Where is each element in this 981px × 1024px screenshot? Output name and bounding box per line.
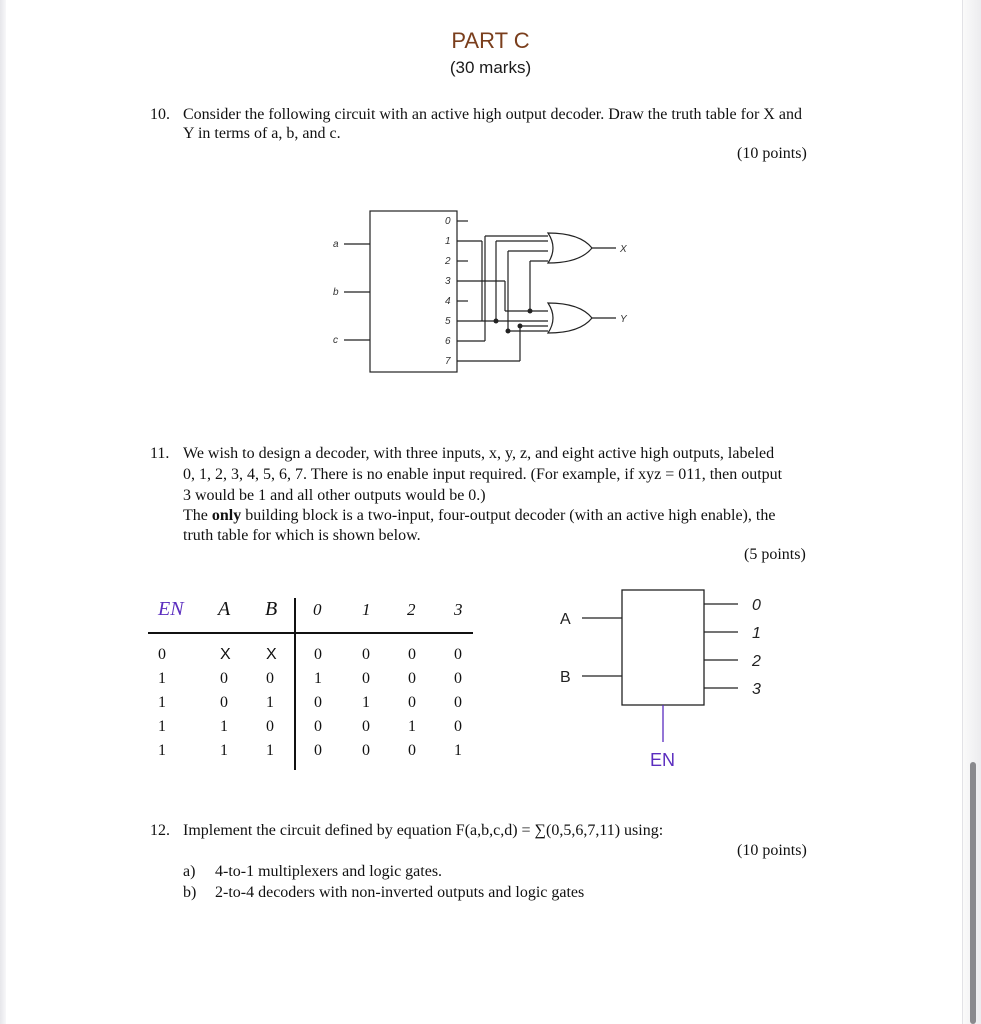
tt-header-en: EN: [158, 598, 184, 620]
decoder-output-3-label: 3: [752, 681, 761, 698]
output-1-label: 1: [445, 236, 451, 247]
tt-cell: 0: [408, 694, 416, 711]
tt-cell: 1: [266, 694, 274, 711]
two-to-four-decoder-diagram: [548, 580, 788, 780]
tt-cell: 1: [220, 718, 228, 735]
tt-cell: 0: [158, 646, 166, 663]
tt-cell: 0: [314, 742, 322, 759]
tt-cell: 0: [454, 718, 462, 735]
decoder-2to4-box: [622, 590, 704, 705]
q12-line1: Implement the circuit defined by equation F(a,b,c,d) = ∑(0,5,6,7,11) using:: [183, 822, 664, 839]
q11-line5: truth table for which is shown below.: [183, 527, 421, 544]
scrollbar-thumb[interactable]: [970, 762, 976, 1024]
q11-points: (5 points): [744, 546, 806, 563]
q10-points: (10 points): [737, 145, 807, 162]
q11-number: 11.: [150, 445, 170, 462]
q10-line1: Consider the following circuit with an active high output decoder. Draw the truth table for X and: [183, 106, 802, 123]
tt-cell: 1: [362, 694, 370, 711]
output-0-label: 0: [445, 216, 451, 227]
output-7-label: 7: [445, 356, 451, 367]
tt-cell: 0: [362, 718, 370, 735]
scrollbar-track[interactable]: [962, 0, 981, 1024]
or-gate-y: [548, 303, 592, 333]
tt-cell: 0: [362, 670, 370, 687]
output-4-label: 4: [445, 296, 451, 307]
q11-line3: 3 would be 1 and all other outputs would be 0.): [183, 487, 486, 504]
decoder-box: [370, 211, 457, 372]
tt-cell: 0: [314, 646, 322, 663]
decoder-output-2-label: 2: [752, 653, 761, 670]
tt-header-2: 2: [407, 600, 416, 619]
gate-output-y-label: Y: [620, 314, 627, 325]
tt-cell: 1: [158, 718, 166, 735]
page-left-edge: [0, 0, 6, 1024]
q11-line4: The only building block is a two-input, four-output decoder (with an active high enable), the: [183, 507, 776, 524]
q10-line2: Y in terms of a, b, and c.: [183, 125, 341, 142]
tt-cell: 1: [220, 742, 228, 759]
q12-item-a-text: 4-to-1 multiplexers and logic gates.: [215, 863, 443, 880]
output-2-label: 2: [445, 256, 451, 267]
tt-cell: 0: [266, 670, 274, 687]
tt-cell: 0: [362, 742, 370, 759]
input-a-label: a: [333, 239, 339, 250]
decoder-output-0-label: 0: [752, 597, 761, 614]
tt-cell: 0: [408, 646, 416, 663]
tt-cell: 0: [266, 718, 274, 735]
part-marks: (30 marks): [449, 58, 532, 77]
tt-cell: 0: [454, 670, 462, 687]
q10-circuit-diagram: [300, 200, 660, 380]
q12-points: (10 points): [737, 842, 807, 859]
gate-output-x-label: X: [620, 244, 627, 255]
decoder-output-1-label: 1: [752, 625, 761, 642]
output-3-label: 3: [445, 276, 451, 287]
q12-item-a-marker: a): [183, 863, 196, 880]
tt-cell: 0: [408, 742, 416, 759]
tt-cell: 1: [158, 670, 166, 687]
tt-cell: X: [266, 646, 277, 663]
output-6-label: 6: [445, 336, 451, 347]
tt-cell: 1: [314, 670, 322, 687]
tt-cell: 1: [454, 742, 462, 759]
tt-cell: 0: [454, 694, 462, 711]
tt-cell: 0: [454, 646, 462, 663]
part-title: PART C: [451, 28, 530, 53]
tt-header-b: B: [265, 598, 278, 620]
tt-header-rule: [148, 632, 473, 634]
decoder-input-b-label: B: [560, 669, 571, 686]
or-gate-x: [548, 233, 592, 263]
q11-line2: 0, 1, 2, 3, 4, 5, 6, 7. There is no enable input required. (For example, if xyz = 011, then output: [183, 466, 783, 483]
q12-item-b-marker: b): [183, 884, 197, 901]
input-c-label: c: [333, 335, 338, 346]
tt-cell: 0: [362, 646, 370, 663]
q12-number: 12.: [150, 822, 170, 839]
tt-cell: X: [220, 646, 231, 663]
tt-cell: 0: [314, 694, 322, 711]
q12-item-b-text: 2-to-4 decoders with non-inverted outputs and logic gates: [215, 884, 585, 901]
tt-cell: 1: [408, 718, 416, 735]
decoder-enable-label: EN: [650, 750, 676, 770]
q10-number: 10.: [150, 106, 170, 123]
tt-cell: 1: [266, 742, 274, 759]
truth-table: [148, 598, 473, 778]
input-b-label: b: [333, 287, 339, 298]
output-5-label: 5: [445, 316, 451, 327]
tt-cell: 0: [314, 718, 322, 735]
tt-cell: 0: [408, 670, 416, 687]
tt-header-0: 0: [313, 600, 322, 619]
q11-line1: We wish to design a decoder, with three inputs, x, y, z, and eight active high outputs, labeled: [183, 445, 775, 462]
tt-header-1: 1: [362, 600, 371, 619]
tt-cell: 1: [158, 742, 166, 759]
tt-cell: 0: [220, 670, 228, 687]
tt-divider: [294, 598, 296, 770]
decoder-input-a-label: A: [560, 611, 571, 628]
tt-header-3: 3: [454, 600, 463, 619]
tt-cell: 1: [158, 694, 166, 711]
tt-cell: 0: [220, 694, 228, 711]
tt-header-a: A: [218, 598, 231, 620]
